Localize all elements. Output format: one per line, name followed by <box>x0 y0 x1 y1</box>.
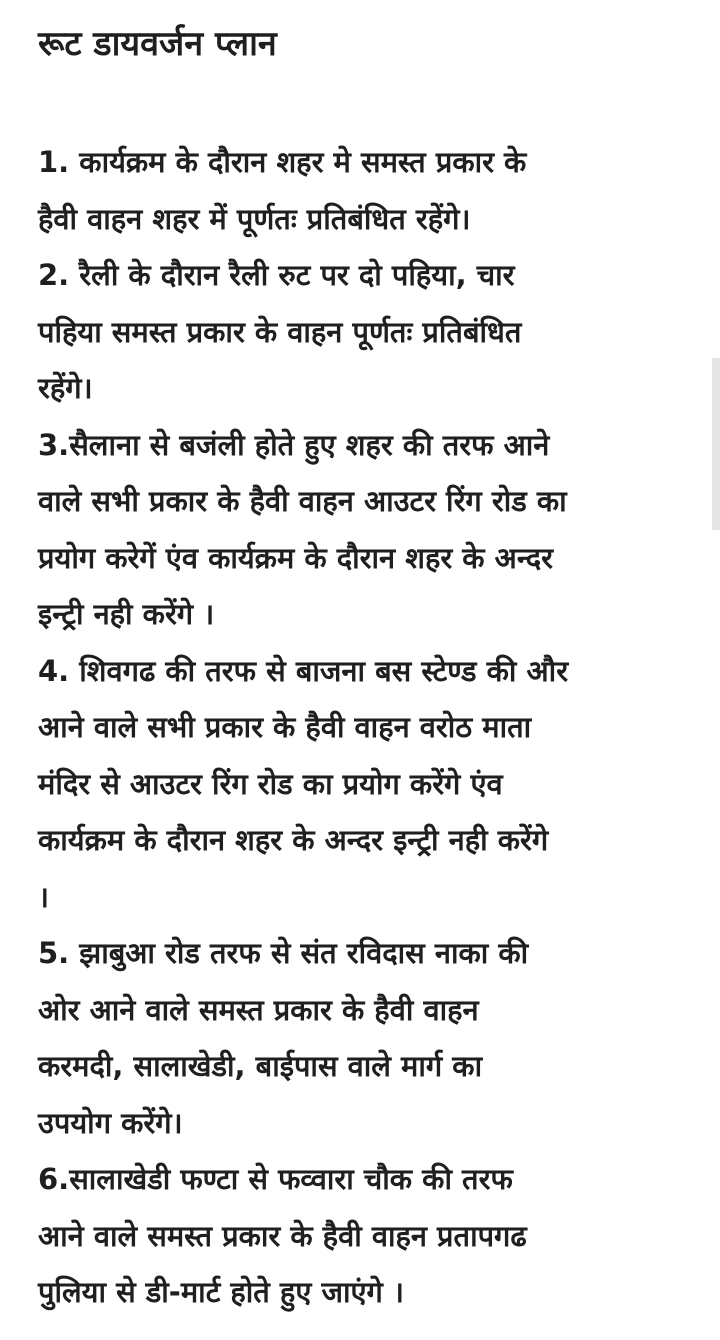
text-line: 3.सैलाना से बजंली होते हुए शहर की तरफ आने <box>38 427 550 462</box>
text-line: । <box>38 879 49 914</box>
scrollbar[interactable] <box>712 358 720 530</box>
text-line: प्रयोग करेगें एंव कार्यक्रम के दौरान शहर के अन्दर <box>38 540 554 575</box>
text-line: 1. कार्यक्रम के दौरान शहर मे समस्त प्रकार के <box>38 145 527 179</box>
text-line: कार्यक्रम के दौरान शहर के अन्दर इन्ट्री नही करेंगे <box>38 823 549 857</box>
text-line: 4. शिवगढ की तरफ से बाजना बस स्टेण्ड की और <box>38 653 569 688</box>
route-diversion-text <box>38 134 708 1321</box>
text-line: मंदिर से आउटर रिंग रोड का प्रयोग करेंगे एंव <box>38 766 503 801</box>
page-title: रूट डायवर्जन प्लान <box>38 24 277 64</box>
text-line: हैवी वाहन शहर में पूर्णतः प्रतिबंधित रहेंगे। <box>38 201 471 236</box>
text-line: रहेंगे। <box>38 371 93 405</box>
text-line: वाले सभी प्रकार के हैवी वाहन आउटर रिंग रोड का <box>38 484 567 518</box>
text-line: 2. रैली के दौरान रैली रुट पर दो पहिया, चार <box>38 258 515 292</box>
text-line: पहिया समस्त प्रकार के वाहन पूर्णतः प्रतिबंधित <box>38 314 522 349</box>
text-line: 5. झाबुआ रोड तरफ से संत रविदास नाका की <box>38 936 529 970</box>
text-line: इन्ट्री नही करेंगे । <box>38 597 215 631</box>
text-line: आने वाले समस्त प्रकार के हैवी वाहन प्रतापगढ <box>38 1218 527 1253</box>
text-line: 6.सालाखेडी फण्टा से फव्वारा चौक की तरफ <box>38 1162 513 1196</box>
text-line: आने वाले सभी प्रकार के हैवी वाहन वरोठ माता <box>38 710 532 744</box>
text-line: पुलिया से डी-मार्ट होते हुए जाएंगे । <box>38 1275 404 1309</box>
text-line: करमदी, सालाखेडी, बाईपास वाले मार्ग का <box>38 1049 483 1083</box>
text-line: ओर आने वाले समस्त प्रकार के हैवी वाहन <box>38 992 479 1027</box>
text-line: उपयोग करेंगे। <box>38 1105 183 1140</box>
